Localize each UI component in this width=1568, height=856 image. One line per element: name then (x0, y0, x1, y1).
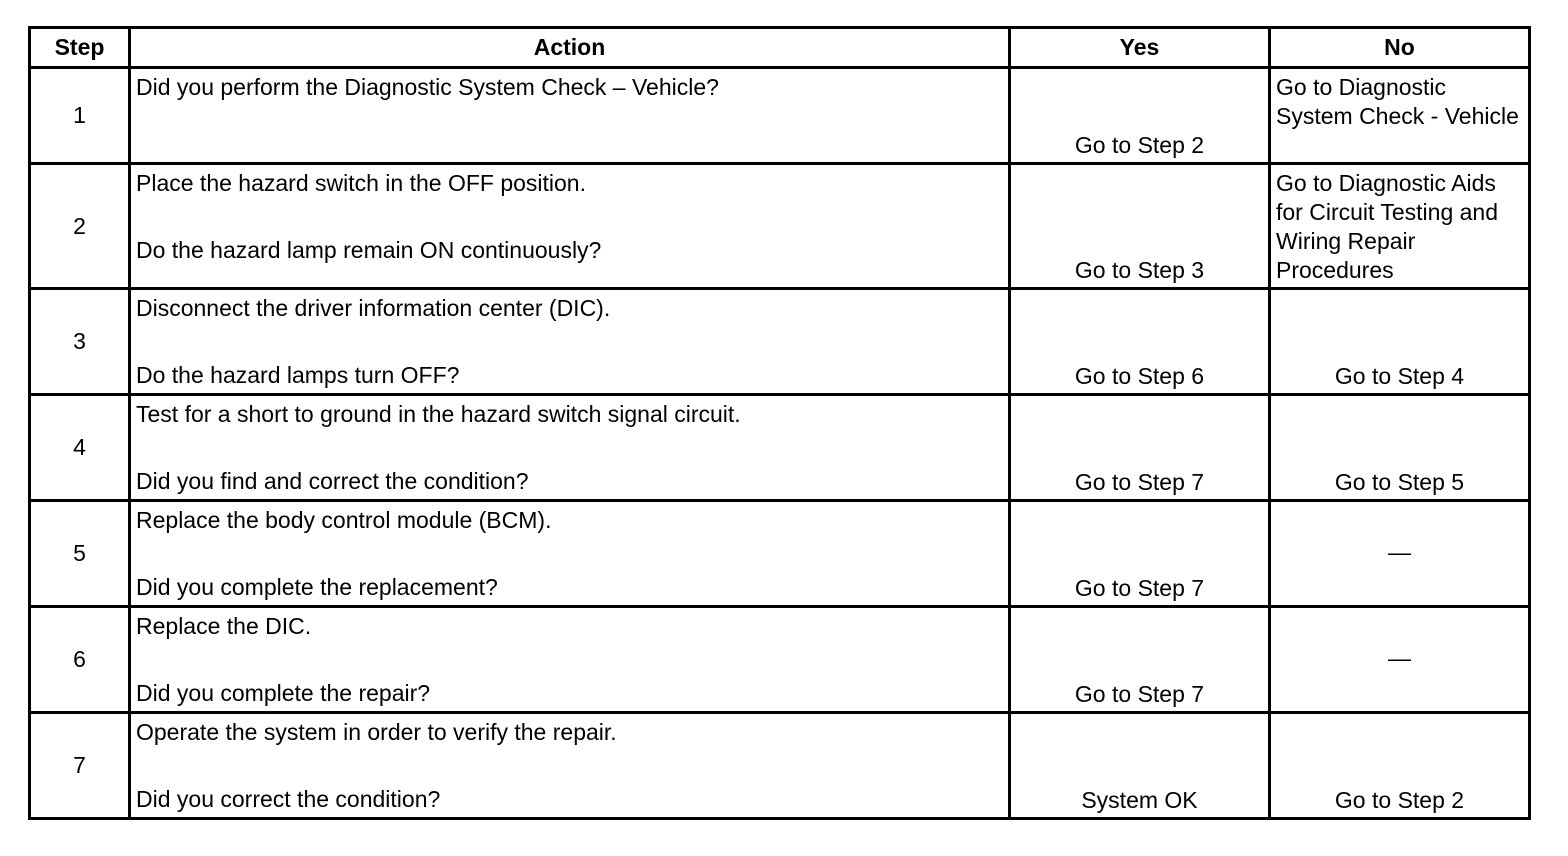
table-row (30, 395, 1530, 501)
yes-result: Go to Step 2 (1010, 68, 1270, 164)
action-instruction: Operate the system in order to verify the repair. (136, 719, 617, 745)
table-row (30, 607, 1530, 713)
action-instruction: Replace the DIC. (136, 613, 312, 639)
action-instruction: Disconnect the driver information center (DIC). (136, 295, 611, 321)
action-question: Do the hazard lamps turn OFF? (136, 362, 460, 388)
header-step: Step (30, 28, 130, 68)
yes-result: System OK (1010, 713, 1270, 819)
yes-result: Go to Step 7 (1010, 395, 1270, 501)
step-number: 1 (30, 68, 130, 164)
header-action: Action (130, 28, 1010, 68)
action-question: Did you correct the condition? (136, 786, 441, 812)
yes-result: Go to Step 7 (1010, 607, 1270, 713)
header-row (30, 28, 1530, 68)
table-row (30, 289, 1530, 395)
no-result: Go to Step 4 (1270, 289, 1530, 395)
step-number: 2 (30, 164, 130, 289)
action-question: Did you complete the replacement? (136, 574, 498, 600)
action-question: Did you perform the Diagnostic System Check – Vehicle? (136, 74, 719, 100)
header-no: No (1270, 28, 1530, 68)
step-number: 6 (30, 607, 130, 713)
action-cell (130, 164, 1010, 289)
table-row (30, 501, 1530, 607)
action-question: Did you find and correct the condition? (136, 468, 529, 494)
step-number: 4 (30, 395, 130, 501)
no-result: — (1270, 607, 1530, 713)
action-instruction: Replace the body control module (BCM). (136, 507, 552, 533)
step-number: 7 (30, 713, 130, 819)
action-cell (130, 607, 1010, 713)
yes-result: Go to Step 3 (1010, 164, 1270, 289)
no-result: Go to Step 2 (1270, 713, 1530, 819)
step-number: 5 (30, 501, 130, 607)
action-question: Do the hazard lamp remain ON continuously? (136, 237, 602, 263)
no-result: Go to Diagnostic System Check - Vehicle (1270, 68, 1530, 164)
no-result: Go to Diagnostic Aids for Circuit Testing and Wiring Repair Procedures (1270, 164, 1530, 289)
table-row (30, 164, 1530, 289)
action-cell (130, 68, 1010, 164)
table-row (30, 713, 1530, 819)
yes-result: Go to Step 6 (1010, 289, 1270, 395)
table-row (30, 68, 1530, 164)
step-number: 3 (30, 289, 130, 395)
yes-result: Go to Step 7 (1010, 501, 1270, 607)
action-cell (130, 713, 1010, 819)
action-instruction: Place the hazard switch in the OFF position. (136, 170, 586, 196)
no-result: — (1270, 501, 1530, 607)
action-cell (130, 501, 1010, 607)
action-instruction: Test for a short to ground in the hazard switch signal circuit. (136, 401, 741, 427)
action-question: Did you complete the repair? (136, 680, 431, 706)
diagnostic-table (28, 26, 1531, 820)
action-cell (130, 395, 1010, 501)
no-result: Go to Step 5 (1270, 395, 1530, 501)
action-cell (130, 289, 1010, 395)
header-yes: Yes (1010, 28, 1270, 68)
